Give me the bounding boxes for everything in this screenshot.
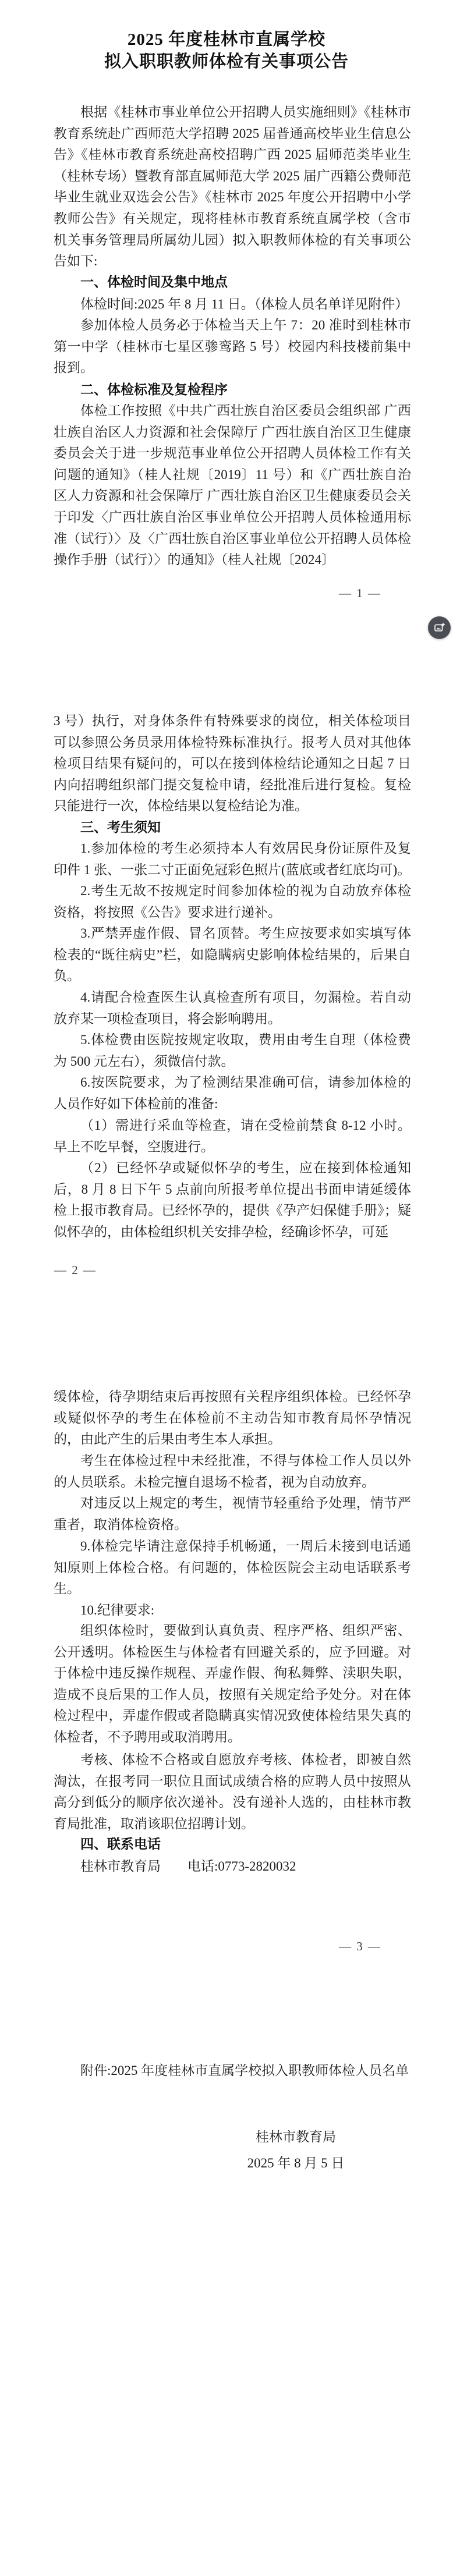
contact-phone-paragraph: 桂林市教育局 电话:0773-2820032: [80, 1859, 296, 1874]
page-2-number: — 2 —: [54, 1263, 97, 1277]
notice-item-4: 4.请配合检查医生认真检查所有项目，勿漏检。若自动放弃某一项检查项目，将会影响聘用。: [54, 990, 411, 1026]
notice-item-3: 3.严禁弄虚作假、冒名顶替。考生应按要求如实填写体检表的“既往病史”栏，如隐瞒病史影响体检结果的，后果自负。: [54, 926, 411, 984]
notice-item-2: 2.考生无故不按规定时间参加体检的视为自动放弃体检资格，将按照《公告》要求进行递补。: [54, 883, 411, 920]
standard-paragraph-part1: 体检工作按照《中共广西壮族自治区委员会组织部 广西壮族自治区人力资源和社会保障厅 广西壮族自治区卫生健康委员会关于进一步规范事业单位公开招聘人员体检工作有关问题的通知》（桂人社规〔2019〕11 号）和《广西壮族自治区人力资源和社会保障厅 广西壮族自治区卫生健康委员会关于印发〈广西壮族自治区事业单位公开招聘人员体检通用标准（试行）〉及〈广西壮族自治区事业单位公开招聘人员体检操作手册（试行）〉的通知》（桂人社规〔2024〕: [54, 403, 411, 567]
exam-time-paragraph: 体检时间:2025 年 8 月 11 日。（体检人员名单详见附件）: [80, 297, 409, 311]
signature-date: 2025 年 8 月 5 日: [247, 2156, 345, 2170]
doc-title-line-2: 拟入职职教师体检有关事项公告: [104, 52, 349, 71]
section-3-heading: 三、考生须知: [80, 819, 161, 835]
notice-item-1: 1.参加体检的考生必须持本人有效居民身份证原件及复印件 1 张、一张二寸正面免冠彩色照片(蓝底或者红底均可)。: [54, 841, 411, 877]
notice-item-6-sub2-part2: 缓体检，待孕期结束后再按照有关程序组织体检。已经怀孕或疑似怀孕的考生在体检前不主动告知市教育局怀孕情况的，由此产生的后果由考生本人承担。: [54, 1389, 411, 1447]
intro-paragraph: 根据《桂林市事业单位公开招聘人员实施细则》《桂林市教育系统赴广西师范大学招聘 2025 届普通高校毕业生信息公告》《桂林市教育系统赴高校招聘广西 2025 届师范类毕业生（桂林专场）暨教育部直属师范大学 2025 届广西籍公费师范毕业生就业双选会公告》《桂林市 2025 年度公开招聘中小学教师公告》有关规定，现将桂林市教育系统直属学校（含市机关事务管理局所属幼儿园）拟入职教师体检的有关事项公告如下:: [54, 105, 411, 269]
violation-paragraph: 对违反以上规定的考生，视情节轻重给予处理，情节严重者，取消体检资格。: [54, 1496, 411, 1532]
notice-item-6: 6.按医院要求，为了检测结果准确可信，请参加体检的人员作好如下体检前的准备:: [54, 1075, 411, 1111]
replacement-paragraph: 考核、体检不合格或自愿放弃考核、体检者，即被自然淘汰，在报考同一职位且面试成绩合格的应聘人员中按照从高分到低分的顺序依次递补。没有递补人选的，由桂林市教育局批准，取消该职位招聘计划。: [54, 1752, 411, 1831]
standard-paragraph-part2: 3 号）执行，对身体条件有特殊要求的岗位，相关体检项目可以参照公务员录用体检特殊标准执行。报考人员对其他体检项目结果有疑问的，可以在接到体检结论通知之日起 7 日内向招聘组织部门提交复检申请，经批准后进行复检。复检只能进行一次，体检结果以复检结论为准。: [54, 714, 411, 814]
section-4-heading: 四、联系电话: [80, 1836, 161, 1851]
no-contact-paragraph: 考生在体检过程中未经批准，不得与体检工作人员以外的人员联系。未检完擅自退场不检者，视为自动放弃。: [54, 1453, 411, 1489]
notice-item-6-sub2-part1: （2）已经怀孕或疑似怀孕的考生，应在接到体检通知后，8 月 8 日下午 5 点前向所报考单位提出书面申请延缓体检上报市教育局。已经怀孕的，提供《孕产妇保健手册》；疑似怀孕的，由体检组织机关安排孕检，经确诊怀孕，可延: [54, 1161, 411, 1239]
attachment-line: 附件:2025 年度桂林市直属学校拟入职教师体检人员名单: [80, 2063, 409, 2078]
page-3-number: — 3 —: [339, 1939, 381, 1953]
report-place-paragraph: 参加体检人员务必于体检当天上午 7：20 准时到桂林市第一中学（桂林市七星区骖鸾路 5 号）校园内科技楼前集中报到。: [54, 318, 411, 375]
section-1-heading: 一、体检时间及集中地点: [80, 274, 228, 289]
page-1-number: — 1 —: [339, 586, 381, 600]
section-2-heading: 二、体检标准及复检程序: [80, 382, 228, 397]
doc-title-line-1: 2025 年度桂林市直属学校: [127, 30, 326, 49]
add-image-icon: [433, 622, 445, 634]
notice-item-9: 9.体检完毕请注意保持手机畅通，一周后未接到电话通知原则上体检合格。有问题的，体检医院会主动电话联系考生。: [54, 1539, 411, 1596]
signature-organization: 桂林市教育局: [256, 2130, 336, 2144]
discipline-paragraph: 组织体检时，要做到认真负责、程序严格、组织严密、公开透明。体检医生与体检者有回避关系的，应予回避。对于体检中违反操作规程、弄虚作假、徇私舞弊、渎职失职，造成不良后果的工作人员，按照有关规定给予处分。对在体检过程中，弄虚作假或者隐瞒真实情况致使体检结果失真的体检者，不予聘用或取消聘用。: [54, 1623, 411, 1744]
floating-edit-button[interactable]: [428, 616, 451, 639]
notice-item-6-sub1: （1）需进行采血等检查，请在受检前禁食 8-12 小时。早上不吃早餐，空腹进行。: [54, 1118, 411, 1154]
notice-item-10: 10.纪律要求:: [80, 1603, 155, 1617]
notice-item-5: 5.体检费由医院按规定收取，费用由考生自理（体检费为 500 元左右），须微信付款。: [54, 1032, 411, 1069]
